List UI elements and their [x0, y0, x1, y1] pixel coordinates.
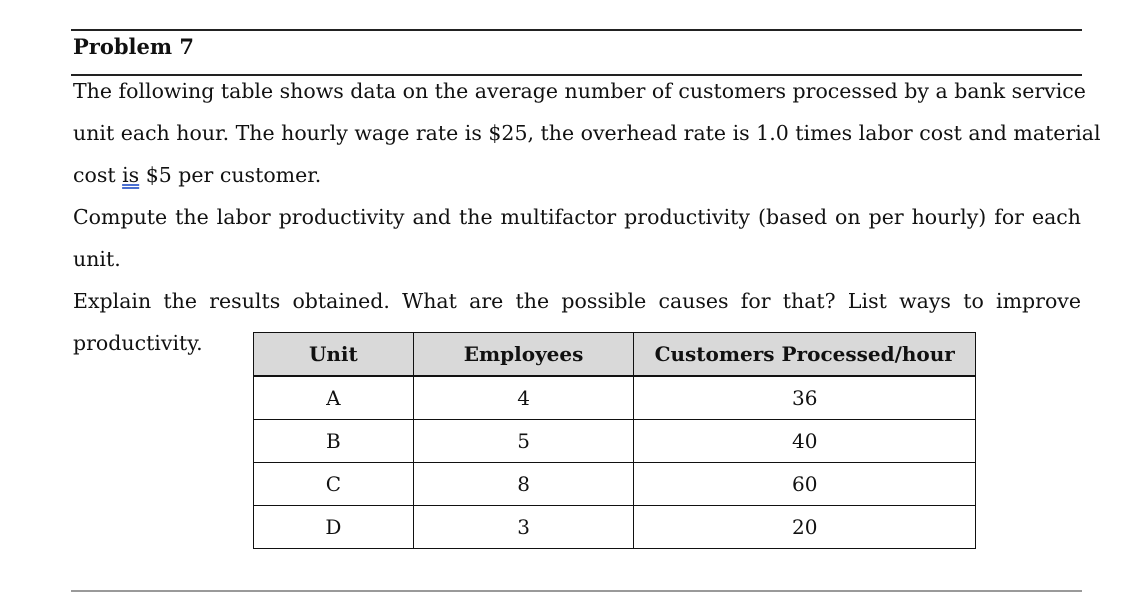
table-row — [254, 376, 976, 420]
header-employees: Employees — [413, 333, 634, 377]
problem-description — [73, 70, 1101, 196]
cell-customers: 36 — [634, 376, 976, 420]
task-line: productivity. — [73, 331, 203, 355]
header-unit: Unit — [254, 333, 414, 377]
description-line: The following table shows data on the average number of customers processed by a bank service — [73, 79, 1086, 103]
task-line: Explain the results obtained. What are the possible causes for that? List ways to improve — [73, 289, 1081, 313]
table-row — [254, 463, 976, 506]
top-horizontal-rule — [71, 29, 1082, 31]
task-line: Compute the labor productivity and the multifactor productivity (based on per hourly) for each unit. — [73, 205, 1081, 271]
cell-customers: 40 — [634, 420, 976, 463]
cell-employees: 8 — [413, 463, 634, 506]
cell-employees: 3 — [413, 506, 634, 549]
cell-unit: A — [254, 376, 414, 420]
header-customers-processed: Customers Processed/hour — [634, 333, 976, 377]
description-line: unit each hour. The hourly wage rate is $25, the overhead rate is 1.0 times labor cost and material — [73, 121, 1101, 145]
cell-customers: 60 — [634, 463, 976, 506]
problem-title: Problem 7 — [73, 34, 195, 59]
productivity-data-table — [253, 332, 976, 549]
bottom-horizontal-rule — [71, 590, 1082, 592]
table-row — [254, 420, 976, 463]
description-text: $5 per customer. — [139, 163, 322, 187]
grammar-flagged-word[interactable]: is — [122, 163, 140, 187]
cell-unit: D — [254, 506, 414, 549]
table-row — [254, 506, 976, 549]
description-text: cost — [73, 163, 123, 187]
cell-unit: B — [254, 420, 414, 463]
description-line — [73, 154, 1081, 196]
table-header-row — [254, 333, 976, 377]
cell-employees: 4 — [413, 376, 634, 420]
cell-customers: 20 — [634, 506, 976, 549]
cell-unit: C — [254, 463, 414, 506]
cell-employees: 5 — [413, 420, 634, 463]
